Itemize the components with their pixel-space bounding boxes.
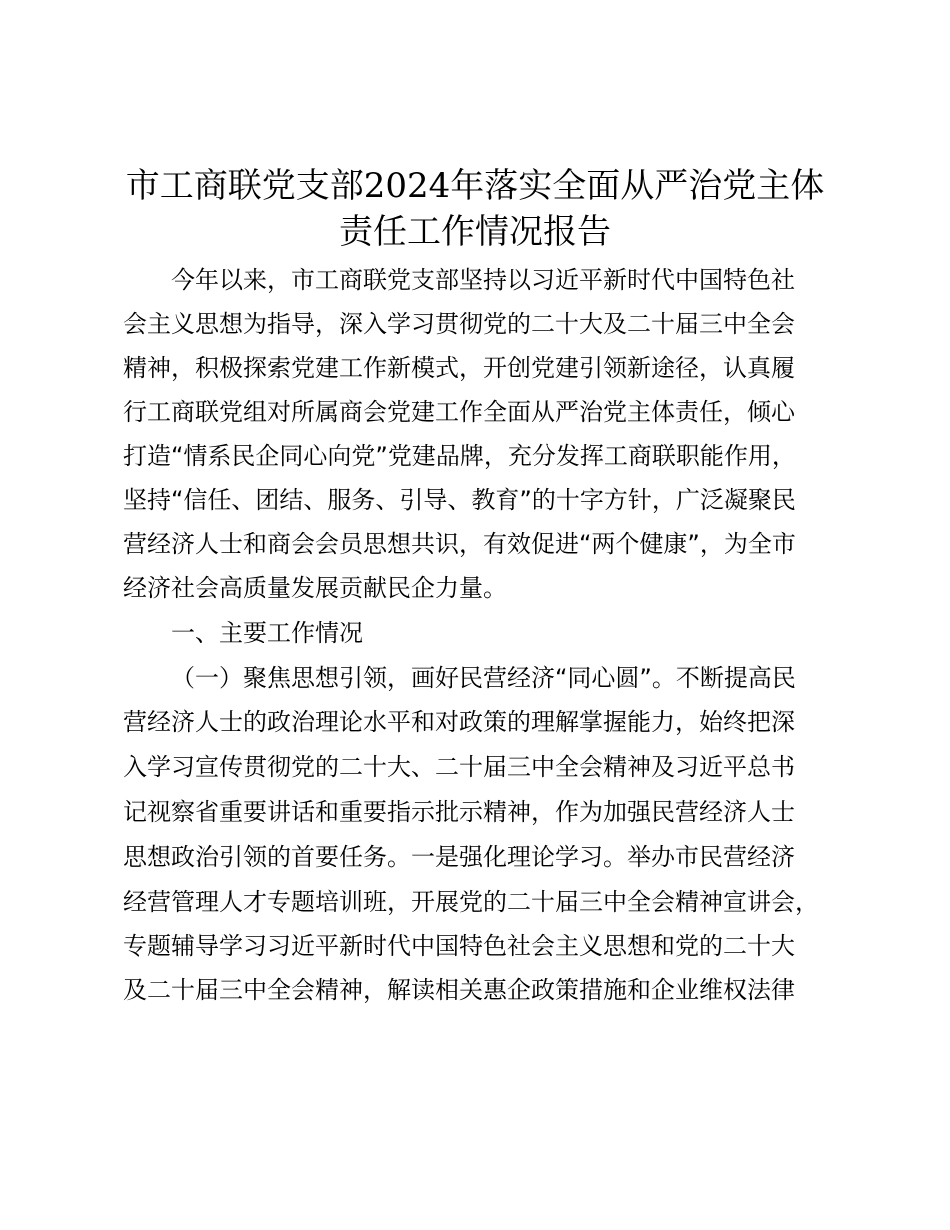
section-heading: 一、主要工作情况 — [147, 619, 363, 647]
body-line: 营经济人士的政治理论水平和对政策的理解掌握能力，始终把深 — [123, 708, 795, 736]
body-line: 入学习宣传贯彻党的二十大、二十届三中全会精神及习近平总书 — [123, 753, 795, 781]
body-line: 记视察省重要讲话和重要指示批示精神，作为加强民营经济人士 — [123, 798, 795, 826]
body-line: 坚持“信任、团结、服务、引导、教育”的十字方针，广泛凝聚民 — [123, 486, 796, 514]
body-line: 营经济人士和商会会员思想共识，有效促进“两个健康”，为全市 — [123, 530, 796, 558]
body-line: 及二十届三中全会精神，解读相关惠企政策措施和企业维权法律 — [123, 976, 795, 1004]
body-line: 打造“情系民企同心向党”党建品牌，充分发挥工商联职能作用， — [123, 442, 796, 470]
body-line: 经营管理人才专题培训班，开展党的二十届三中全会精神宣讲会， — [123, 888, 819, 916]
document-title-line-1: 市工商联党支部2024年落实全面从严治党主体 — [125, 166, 825, 206]
body-line: 专题辅导学习习近平新时代中国特色社会主义思想和党的二十大 — [123, 932, 795, 960]
body-line: 精神，积极探索党建工作新模式，开创党建引领新途径，认真履 — [123, 354, 795, 382]
body-line: 行工商联党组对所属商会党建工作全面从严治党主体责任，倾心 — [123, 398, 795, 426]
body-line: 今年以来，市工商联党支部坚持以习近平新时代中国特色社 — [147, 266, 795, 294]
body-line: 会主义思想为指导，深入学习贯彻党的二十大及二十届三中全会 — [123, 310, 795, 338]
body-line: 经济社会高质量发展贡献民企力量。 — [123, 574, 507, 602]
body-line: 思想政治引领的首要任务。一是强化理论学习。举办市民营经济 — [123, 843, 795, 871]
subsection-heading-line: （一）聚焦思想引领，画好民营经济“同心圆”。不断提高民 — [171, 664, 796, 692]
document-title-line-2: 责任工作情况报告 — [339, 212, 611, 252]
